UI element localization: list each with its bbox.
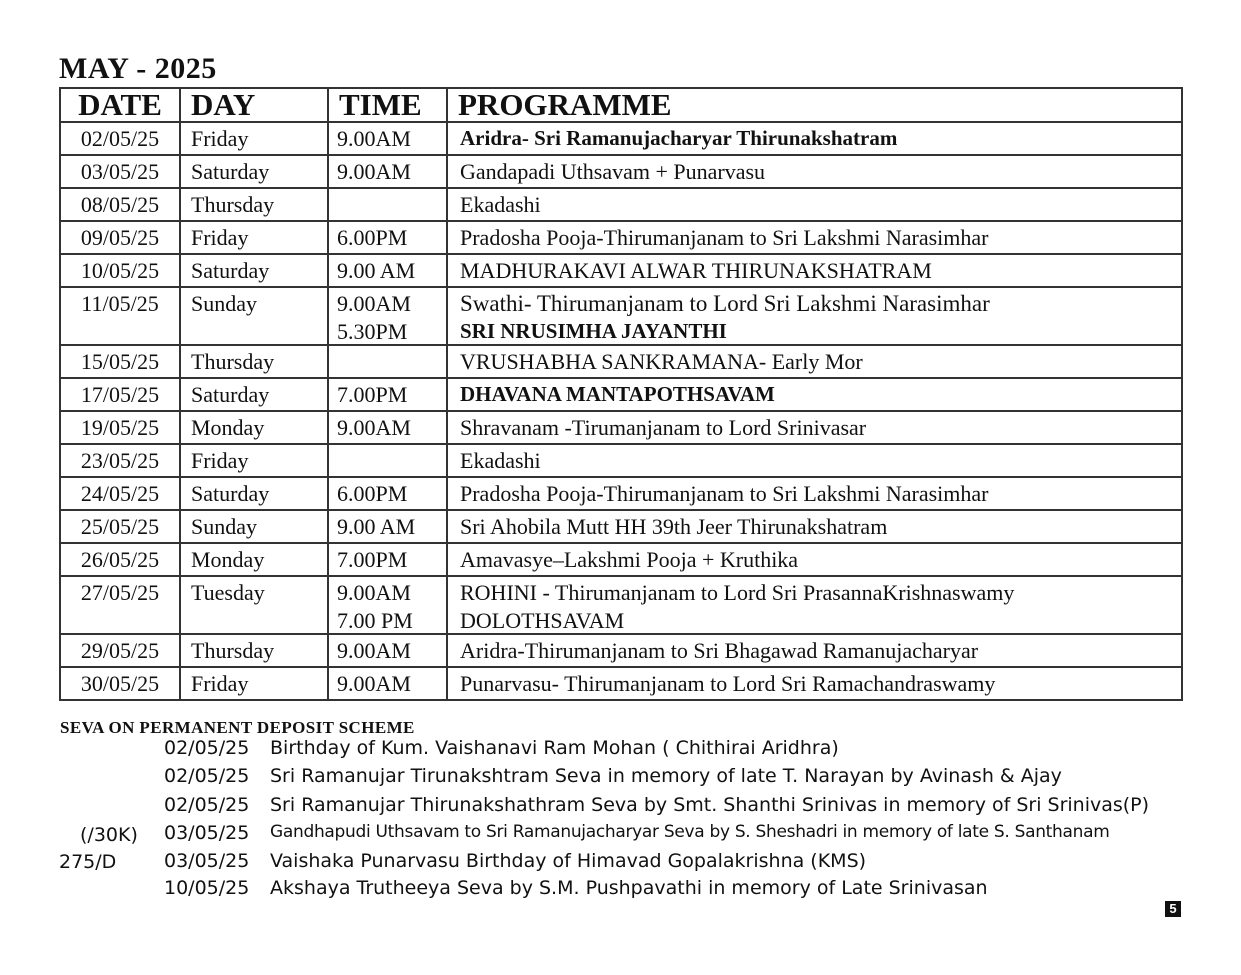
cell-programme-text: Aridra-Thirumanjanam to Sri Bhagawad Ramanujacharyar	[460, 638, 979, 663]
seva-text: Vaishaka Punarvasu Birthday of Himavad Gopalakrishna (KMS)	[270, 850, 867, 872]
cell-time	[328, 667, 447, 700]
cell-programme-text: Punarvasu- Thirumanjanam to Lord Sri Ramachandraswamy	[460, 671, 996, 696]
cell-date-text: 17/05/25	[80, 382, 160, 407]
cell-time	[328, 543, 447, 576]
cell-date-text: 29/05/25	[80, 638, 160, 663]
side-note: (/30K)	[80, 824, 138, 846]
cell-programme	[447, 378, 1182, 411]
cell-day	[180, 510, 328, 543]
cell-day	[180, 254, 328, 287]
cell-time-text: 7.00PM	[337, 547, 408, 572]
cell-day-text: Tuesday	[191, 580, 265, 605]
cell-programme	[447, 444, 1182, 477]
schedule-table	[59, 87, 1183, 701]
cell-day	[180, 221, 328, 254]
cell-programme	[447, 634, 1182, 667]
cell-programme-text: DHAVANA MANTAPOTHSAVAM	[460, 382, 775, 406]
cell-time	[328, 576, 447, 634]
cell-day	[180, 345, 328, 378]
cell-time-text: 9.00 AM	[337, 258, 416, 283]
page-title: MAY - 2025	[59, 52, 217, 85]
cell-day	[180, 477, 328, 510]
cell-programme-text-2: DOLOTHSAVAM	[460, 608, 625, 633]
cell-date-text: 03/05/25	[80, 159, 160, 184]
cell-time-text-2: 5.30PM	[337, 319, 408, 344]
cell-day	[180, 543, 328, 576]
cell-date-text: 19/05/25	[80, 415, 160, 440]
cell-programme-text: Pradosha Pooja-Thirumanjanam to Sri Lakshmi Narasimhar	[460, 225, 989, 250]
cell-time-text: 9.00AM	[337, 580, 411, 605]
table-row	[60, 345, 1182, 378]
header-time: TIME	[328, 88, 447, 122]
cell-day-text: Friday	[191, 225, 249, 250]
cell-time-text: 7.00PM	[337, 382, 408, 407]
cell-date-text: 25/05/25	[80, 514, 160, 539]
seva-text: Gandhapudi Uthsavam to Sri Ramanujacharyar Seva by S. Sheshadri in memory of late S. Santhanam	[270, 822, 1110, 842]
cell-programme	[447, 667, 1182, 700]
cell-time-text: 9.00AM	[337, 126, 411, 151]
seva-heading: SEVA ON PERMANENT DEPOSIT SCHEME	[60, 718, 415, 737]
cell-day	[180, 122, 328, 155]
cell-day-text: Sunday	[191, 291, 257, 316]
seva-text: Sri Ramanujar Thirunakshathram Seva by Smt. Shanthi Srinivas in memory of Sri Srinivas(P)	[270, 794, 1150, 816]
cell-date	[60, 510, 180, 543]
cell-date	[60, 254, 180, 287]
cell-day-text: Friday	[191, 126, 249, 151]
cell-programme-text: MADHURAKAVI ALWAR THIRUNAKSHATRAM	[460, 258, 932, 283]
cell-date-text: 10/05/25	[80, 258, 160, 283]
table-row	[60, 378, 1182, 411]
cell-date-text: 08/05/25	[80, 192, 160, 217]
cell-time-text: 9.00AM	[337, 671, 411, 696]
table-row	[60, 221, 1182, 254]
cell-time	[328, 510, 447, 543]
header-date: DATE	[60, 88, 180, 122]
cell-programme-text: Ekadashi	[460, 192, 541, 217]
cell-programme	[447, 221, 1182, 254]
cell-day-text: Sunday	[191, 514, 257, 539]
cell-time-text-2: 7.00 PM	[337, 608, 413, 633]
seva-date: 02/05/25	[164, 737, 250, 759]
table-row	[60, 510, 1182, 543]
seva-text: Birthday of Kum. Vaishanavi Ram Mohan ( Chithirai Aridhra)	[270, 737, 839, 759]
cell-time-text: 9.00AM	[337, 159, 411, 184]
seva-text: Sri Ramanujar Tirunakshtram Seva in memory of late T. Narayan by Avinash & Ajay	[270, 765, 1062, 787]
cell-date-text: 15/05/25	[80, 349, 160, 374]
cell-day-text: Thursday	[191, 638, 275, 663]
cell-time	[328, 221, 447, 254]
cell-date	[60, 576, 180, 634]
cell-day	[180, 634, 328, 667]
cell-time-text: 6.00PM	[337, 481, 408, 506]
cell-programme	[447, 254, 1182, 287]
cell-time-text: 9.00AM	[337, 415, 411, 440]
cell-day-text: Friday	[191, 671, 249, 696]
cell-programme-text: Amavasye–Lakshmi Pooja + Kruthika	[460, 547, 799, 572]
cell-time-text: 9.00AM	[337, 291, 411, 316]
cell-date-text: 30/05/25	[80, 671, 160, 696]
cell-day-text: Saturday	[191, 481, 270, 506]
cell-day-text: Monday	[191, 415, 265, 440]
cell-date	[60, 543, 180, 576]
seva-date: 10/05/25	[164, 877, 250, 899]
cell-date-text: 11/05/25	[81, 291, 159, 316]
cell-programme	[447, 576, 1182, 634]
cell-day-text: Saturday	[191, 382, 270, 407]
cell-programme	[447, 411, 1182, 444]
cell-date	[60, 287, 180, 345]
cell-programme	[447, 477, 1182, 510]
cell-programme-text-2: SRI NRUSIMHA JAYANTHI	[460, 319, 727, 343]
cell-date	[60, 411, 180, 444]
cell-day	[180, 155, 328, 188]
cell-programme	[447, 287, 1182, 345]
cell-date	[60, 667, 180, 700]
cell-day-text: Thursday	[191, 192, 275, 217]
cell-time-text: 9.00 AM	[337, 514, 416, 539]
cell-time	[328, 444, 447, 477]
cell-day-text: Saturday	[191, 159, 270, 184]
seva-date: 03/05/25	[164, 850, 250, 872]
cell-date-text: 26/05/25	[80, 547, 160, 572]
cell-programme	[447, 122, 1182, 155]
cell-programme	[447, 155, 1182, 188]
table-row	[60, 477, 1182, 510]
cell-programme	[447, 188, 1182, 221]
cell-time	[328, 287, 447, 345]
table-row	[60, 411, 1182, 444]
table-row	[60, 667, 1182, 700]
cell-date-text: 09/05/25	[80, 225, 160, 250]
table-header-row	[60, 88, 1182, 122]
cell-time	[328, 254, 447, 287]
cell-time	[328, 411, 447, 444]
cell-date-text: 27/05/25	[80, 580, 160, 605]
cell-programme-text: ROHINI - Thirumanjanam to Lord Sri PrasannaKrishnaswamy	[460, 580, 1015, 605]
cell-date	[60, 634, 180, 667]
cell-day-text: Monday	[191, 547, 265, 572]
cell-day	[180, 576, 328, 634]
cell-date	[60, 378, 180, 411]
table-row	[60, 444, 1182, 477]
cell-day	[180, 188, 328, 221]
cell-programme	[447, 543, 1182, 576]
cell-programme-text: Ekadashi	[460, 448, 541, 473]
cell-day-text: Saturday	[191, 258, 270, 283]
cell-time	[328, 345, 447, 378]
cell-programme-text: Sri Ahobila Mutt HH 39th Jeer Thirunakshatram	[460, 514, 888, 539]
cell-date	[60, 122, 180, 155]
page-number: 5	[1165, 901, 1181, 917]
cell-date	[60, 444, 180, 477]
cell-time	[328, 477, 447, 510]
table-row	[60, 543, 1182, 576]
cell-programme-text: Gandapadi Uthsavam + Punarvasu	[460, 159, 766, 184]
cell-date	[60, 345, 180, 378]
table-row	[60, 155, 1182, 188]
table-row	[60, 287, 1182, 345]
cell-time-text: 9.00AM	[337, 638, 411, 663]
cell-day-text: Friday	[191, 448, 249, 473]
seva-date: 02/05/25	[164, 794, 250, 816]
cell-programme-text: VRUSHABHA SANKRAMANA- Early Mor	[460, 349, 863, 374]
cell-programme-text: Pradosha Pooja-Thirumanjanam to Sri Lakshmi Narasimhar	[460, 481, 989, 506]
table-row	[60, 188, 1182, 221]
cell-date-text: 24/05/25	[80, 481, 160, 506]
table-row	[60, 122, 1182, 155]
header-programme: PROGRAMME	[447, 88, 1182, 122]
seva-date: 02/05/25	[164, 765, 250, 787]
cell-date-text: 23/05/25	[80, 448, 160, 473]
side-note: 275/D	[59, 851, 117, 873]
cell-time	[328, 188, 447, 221]
cell-programme	[447, 345, 1182, 378]
cell-time	[328, 122, 447, 155]
cell-date	[60, 477, 180, 510]
seva-date: 03/05/25	[164, 822, 250, 844]
cell-date-text: 02/05/25	[80, 126, 160, 151]
seva-text: Akshaya Trutheeya Seva by S.M. Pushpavathi in memory of Late Srinivasan	[270, 877, 988, 899]
cell-programme	[447, 510, 1182, 543]
cell-date	[60, 155, 180, 188]
cell-day	[180, 287, 328, 345]
cell-programme-text: Aridra- Sri Ramanujacharyar Thirunakshatram	[460, 126, 898, 150]
header-day: DAY	[180, 88, 328, 122]
cell-day	[180, 378, 328, 411]
cell-programme-text: Shravanam -Tirumanjanam to Lord Srinivasar	[460, 415, 867, 440]
cell-day	[180, 667, 328, 700]
cell-time	[328, 155, 447, 188]
cell-time	[328, 634, 447, 667]
cell-programme-text: Swathi- Thirumanjanam to Lord Sri Lakshmi Narasimhar	[460, 291, 990, 316]
cell-day	[180, 411, 328, 444]
table-row	[60, 576, 1182, 634]
cell-time	[328, 378, 447, 411]
cell-date	[60, 188, 180, 221]
cell-day	[180, 444, 328, 477]
cell-date	[60, 221, 180, 254]
table-row	[60, 254, 1182, 287]
cell-day-text: Thursday	[191, 349, 275, 374]
table-row	[60, 634, 1182, 667]
cell-time-text: 6.00PM	[337, 225, 408, 250]
